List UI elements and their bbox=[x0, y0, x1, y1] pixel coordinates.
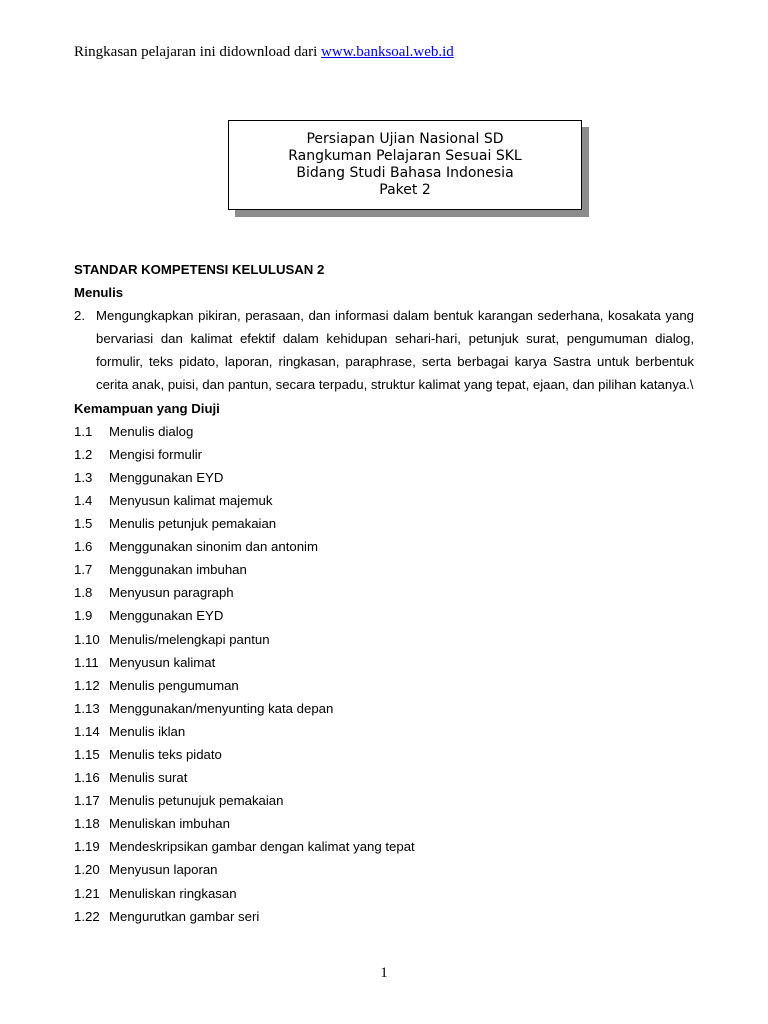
list-item-number: 1.13 bbox=[74, 700, 100, 716]
list-item bbox=[74, 766, 694, 789]
list-item bbox=[74, 443, 694, 466]
list-item-text: Menulis surat bbox=[109, 770, 188, 786]
list-item-text: Mengisi formulir bbox=[109, 446, 203, 462]
list-item-number: 1.1 bbox=[74, 423, 93, 439]
paragraph-text: Mengungkapkan pikiran, perasaan, dan informasi dalam bentuk karangan sederhana, kosakata yang bervariasi dan kalimat efektif dalam kehidupan sehari-hari, petunjuk surat, pengumuman dialog, formulir, teks pidato, laporan, ringkasan, paraphrase, serta berbagai karya Sastra untuk berbentuk cerita anak, puisi, dan pantun, secara terpadu, struktur kalimat yang tepat, ejaan, dan pilihan katanya.\ bbox=[96, 308, 694, 393]
list-item-text: Menulis/melengkapi pantun bbox=[109, 631, 270, 647]
list-item-text: Mengurutkan gambar seri bbox=[109, 908, 260, 924]
title-box bbox=[228, 120, 582, 210]
abilities-list bbox=[74, 420, 694, 928]
list-item-number: 1.19 bbox=[74, 839, 100, 855]
list-item-text: Menulis pengumuman bbox=[109, 677, 239, 693]
document-body bbox=[74, 258, 694, 928]
list-item-text: Menuliskan imbuhan bbox=[109, 816, 230, 832]
list-item-number: 1.2 bbox=[74, 446, 93, 462]
list-item-number: 1.8 bbox=[74, 585, 93, 601]
list-item bbox=[74, 604, 694, 627]
list-item bbox=[74, 489, 694, 512]
list-item-number: 1.7 bbox=[74, 562, 93, 578]
list-item-text: Menggunakan sinonim dan antonim bbox=[109, 539, 318, 555]
list-item bbox=[74, 789, 694, 812]
list-item-number: 1.21 bbox=[74, 885, 100, 901]
list-item-text: Menyusun paragraph bbox=[109, 585, 234, 601]
list-item-number: 1.9 bbox=[74, 608, 93, 624]
list-item-number: 1.10 bbox=[74, 631, 100, 647]
competency-paragraph bbox=[74, 304, 694, 396]
title-line-3: Bidang Studi Bahasa Indonesia bbox=[296, 165, 514, 181]
section-heading: STANDAR KOMPETENSI KELULUSAN 2 bbox=[74, 262, 325, 277]
title-line-1: Persiapan Ujian Nasional SD bbox=[306, 131, 504, 147]
section-subheading: Menulis bbox=[74, 285, 124, 301]
list-item-text: Mendeskripsikan gambar dengan kalimat yang tepat bbox=[109, 839, 415, 855]
header-text: Ringkasan pelajaran ini didownload dari bbox=[74, 44, 322, 60]
list-item bbox=[74, 882, 694, 905]
list-item-text: Menulis teks pidato bbox=[109, 746, 222, 762]
list-item bbox=[74, 674, 694, 697]
list-item-text: Menuliskan ringkasan bbox=[109, 885, 237, 901]
list-item-text: Menyusun kalimat bbox=[109, 654, 216, 670]
list-item-number: 1.18 bbox=[74, 816, 100, 832]
list-item-number: 1.16 bbox=[74, 770, 100, 786]
list-item-number: 1.20 bbox=[74, 862, 100, 878]
list-item-number: 1.15 bbox=[74, 746, 100, 762]
list-item bbox=[74, 743, 694, 766]
header-link[interactable]: www.banksoal.web.id bbox=[321, 44, 454, 60]
list-item bbox=[74, 466, 694, 489]
list-item-number: 1.22 bbox=[74, 908, 100, 924]
title-line-2: Rangkuman Pelajaran Sesuai SKL bbox=[288, 148, 522, 164]
list-item bbox=[74, 720, 694, 743]
list-item-number: 1.5 bbox=[74, 516, 93, 532]
list-item bbox=[74, 835, 694, 858]
list-item bbox=[74, 420, 694, 443]
list-item-text: Menulis iklan bbox=[109, 723, 186, 739]
list-item-number: 1.3 bbox=[74, 469, 93, 485]
list-item bbox=[74, 651, 694, 674]
list-item-text: Menggunakan/menyunting kata depan bbox=[109, 700, 334, 716]
list-item-number: 1.11 bbox=[74, 654, 99, 670]
list-item bbox=[74, 512, 694, 535]
page-number: 1 bbox=[380, 965, 388, 981]
list-item-text: Menyusun kalimat majemuk bbox=[109, 492, 273, 508]
paragraph-number: 2. bbox=[74, 308, 85, 324]
list-item bbox=[74, 581, 694, 604]
list-item-text: Menggunakan imbuhan bbox=[109, 562, 247, 578]
abilities-heading: Kemampuan yang Diuji bbox=[74, 400, 220, 416]
list-item-text: Menyusun laporan bbox=[109, 862, 218, 878]
list-item-text: Menggunakan EYD bbox=[109, 469, 224, 485]
list-item bbox=[74, 812, 694, 835]
list-item-text: Menggunakan EYD bbox=[109, 608, 224, 624]
list-item bbox=[74, 697, 694, 720]
title-line-4: Paket 2 bbox=[379, 182, 431, 198]
list-item bbox=[74, 858, 694, 881]
list-item bbox=[74, 628, 694, 651]
list-item-number: 1.12 bbox=[74, 677, 100, 693]
list-item-text: Menulis petunjuk pemakaian bbox=[109, 516, 277, 532]
list-item-number: 1.6 bbox=[74, 539, 93, 555]
list-item-number: 1.14 bbox=[74, 723, 100, 739]
page-header bbox=[74, 43, 454, 61]
list-item-number: 1.17 bbox=[74, 793, 100, 809]
list-item bbox=[74, 558, 694, 581]
list-item bbox=[74, 905, 694, 928]
list-item-text: Menulis dialog bbox=[109, 423, 194, 439]
list-item-number: 1.4 bbox=[74, 492, 93, 508]
list-item-text: Menulis petunujuk pemakaian bbox=[109, 793, 284, 809]
list-item bbox=[74, 535, 694, 558]
